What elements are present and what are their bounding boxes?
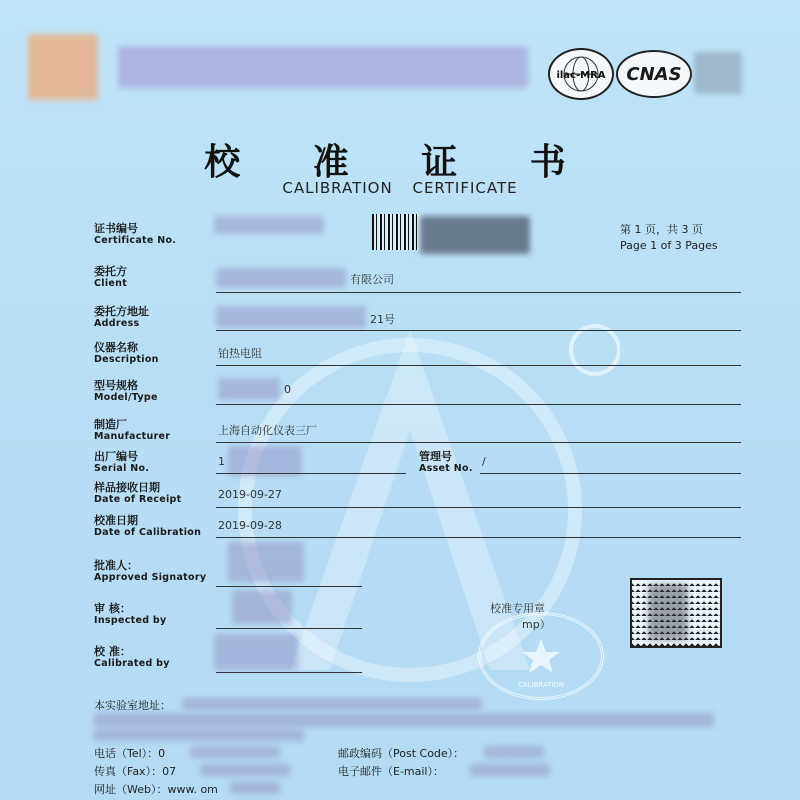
footer-email: 电子邮件（E-mail）： [338, 765, 444, 778]
label-en: Asset No. [419, 463, 473, 474]
client-blurred [216, 268, 346, 288]
label-cn: 出厂编号 [94, 450, 138, 463]
footer-postcode: 邮政编码（Post Code）： [338, 747, 465, 760]
qr-code-blurred [648, 584, 688, 640]
page-info [620, 222, 718, 254]
receipt-date-value: 2019-09-27 [218, 488, 282, 501]
approved-signature-blurred [228, 542, 304, 582]
star-icon [486, 619, 596, 693]
label-inspected [94, 603, 167, 627]
label-approved [94, 560, 206, 584]
label-cn: 仪器名称 [94, 341, 138, 354]
label-en: Calibrated by [94, 658, 170, 669]
label-cn: 审 核： [94, 602, 131, 615]
label-calibrated [94, 646, 170, 670]
description-value: 铂热电阻 [218, 347, 262, 360]
label-en: Approved Signatory [94, 572, 207, 583]
label-description [94, 342, 159, 366]
model-value: 0 [284, 383, 291, 396]
label-cn: 委托方地址 [94, 305, 149, 318]
certificate-no-blurred [214, 216, 324, 234]
address-underline [216, 330, 741, 331]
label-en: Address [94, 318, 140, 329]
inspected-signature-blurred [232, 590, 292, 624]
footer-address-line3-blurred [94, 729, 304, 741]
cnas-logo [616, 50, 692, 98]
barcode-icon [372, 214, 420, 250]
manufacturer-value: 上海自动化仪表三厂 [218, 424, 317, 437]
inspected-underline [216, 628, 362, 629]
footer-fax-blurred [200, 764, 290, 776]
label-cn: 管理号 [419, 450, 452, 463]
label-certificate-no [94, 223, 176, 247]
label-cn: 制造厂 [94, 418, 127, 431]
svg-text:CALIBRATION: CALIBRATION [517, 681, 565, 689]
label-en: Date of Receipt [94, 494, 182, 505]
org-logo-blurred [28, 34, 98, 100]
footer-web-blurred [230, 782, 280, 794]
model-blurred [218, 378, 280, 400]
accreditation-text-blurred [694, 52, 742, 94]
calibration-date-underline [216, 537, 741, 538]
label-en: Inspected by [94, 615, 167, 626]
label-en: Client [94, 278, 128, 289]
ilac-mra-logo [548, 48, 614, 100]
footer-postcode-blurred [484, 746, 544, 758]
org-name-blurred [118, 46, 528, 88]
footer-web: 网址（Web）：www. om [94, 783, 218, 796]
label-en: Description [94, 354, 159, 365]
calibration-date-value: 2019-09-28 [218, 519, 282, 532]
label-cn: 型号规格 [94, 379, 138, 392]
client-value: 有限公司 [350, 273, 394, 286]
cnas-logo-text: CNAS [626, 63, 682, 85]
label-cn: 校准日期 [94, 514, 138, 527]
client-underline [216, 292, 741, 293]
label-receipt-date [94, 482, 182, 506]
label-en: Model/Type [94, 392, 158, 403]
footer-email-blurred [470, 764, 550, 776]
footer-fax: 传真（Fax）：07 [94, 765, 177, 778]
address-value: 21号 [370, 313, 395, 326]
footer-address-blurred [182, 698, 482, 710]
label-client [94, 266, 127, 290]
page-info-cn: 第 1 页，共 3 页 [620, 223, 703, 236]
label-en: Certificate No. [94, 235, 177, 246]
serial-underline [216, 473, 406, 474]
label-calibration-date [94, 515, 201, 539]
label-en: Serial No. [94, 463, 150, 474]
footer-tel-blurred [190, 746, 280, 758]
label-address [94, 306, 149, 330]
svg-text:ilac-MRA: ilac-MRA [556, 70, 606, 81]
label-en: Date of Calibration [94, 527, 202, 538]
serial-blurred [228, 446, 302, 476]
label-cn: 证书编号 [94, 222, 138, 235]
page-info-en: Page 1 of 3 Pages [620, 239, 718, 252]
title-chinese: 校 准 证 书 [204, 141, 596, 183]
model-underline [216, 404, 741, 405]
label-cn: 批准人： [94, 559, 138, 572]
stamp-sub: mp） [522, 618, 551, 631]
footer-address-line2-blurred [94, 713, 714, 727]
label-model [94, 380, 158, 404]
calibrated-signature-blurred [214, 634, 298, 670]
stamp-label: 校准专用章 [490, 602, 545, 615]
label-cn: 校 准： [94, 645, 131, 658]
manufacturer-underline [216, 442, 741, 443]
footer-lab-address: 本实验室地址： [94, 699, 171, 712]
serial-value: 1 [218, 455, 225, 468]
footer-tel: 电话（Tel）：0 [94, 747, 166, 760]
label-manufacturer [94, 419, 170, 443]
label-cn: 样品接收日期 [94, 481, 160, 494]
receipt-date-underline [216, 507, 741, 508]
asset-underline [480, 473, 741, 474]
title-english: CALIBRATION CERTIFICATE [282, 179, 518, 197]
calibration-stamp [478, 612, 604, 700]
description-underline [216, 365, 741, 366]
label-en: Manufacturer [94, 431, 171, 442]
calibrated-underline [216, 672, 362, 673]
label-serial [94, 451, 149, 475]
label-asset [419, 451, 473, 475]
globe-icon [553, 54, 609, 94]
barcode-blurred [420, 216, 530, 254]
address-blurred [216, 306, 366, 328]
label-cn: 委托方 [94, 265, 127, 278]
approved-underline [216, 586, 362, 587]
asset-value: / [482, 455, 486, 468]
